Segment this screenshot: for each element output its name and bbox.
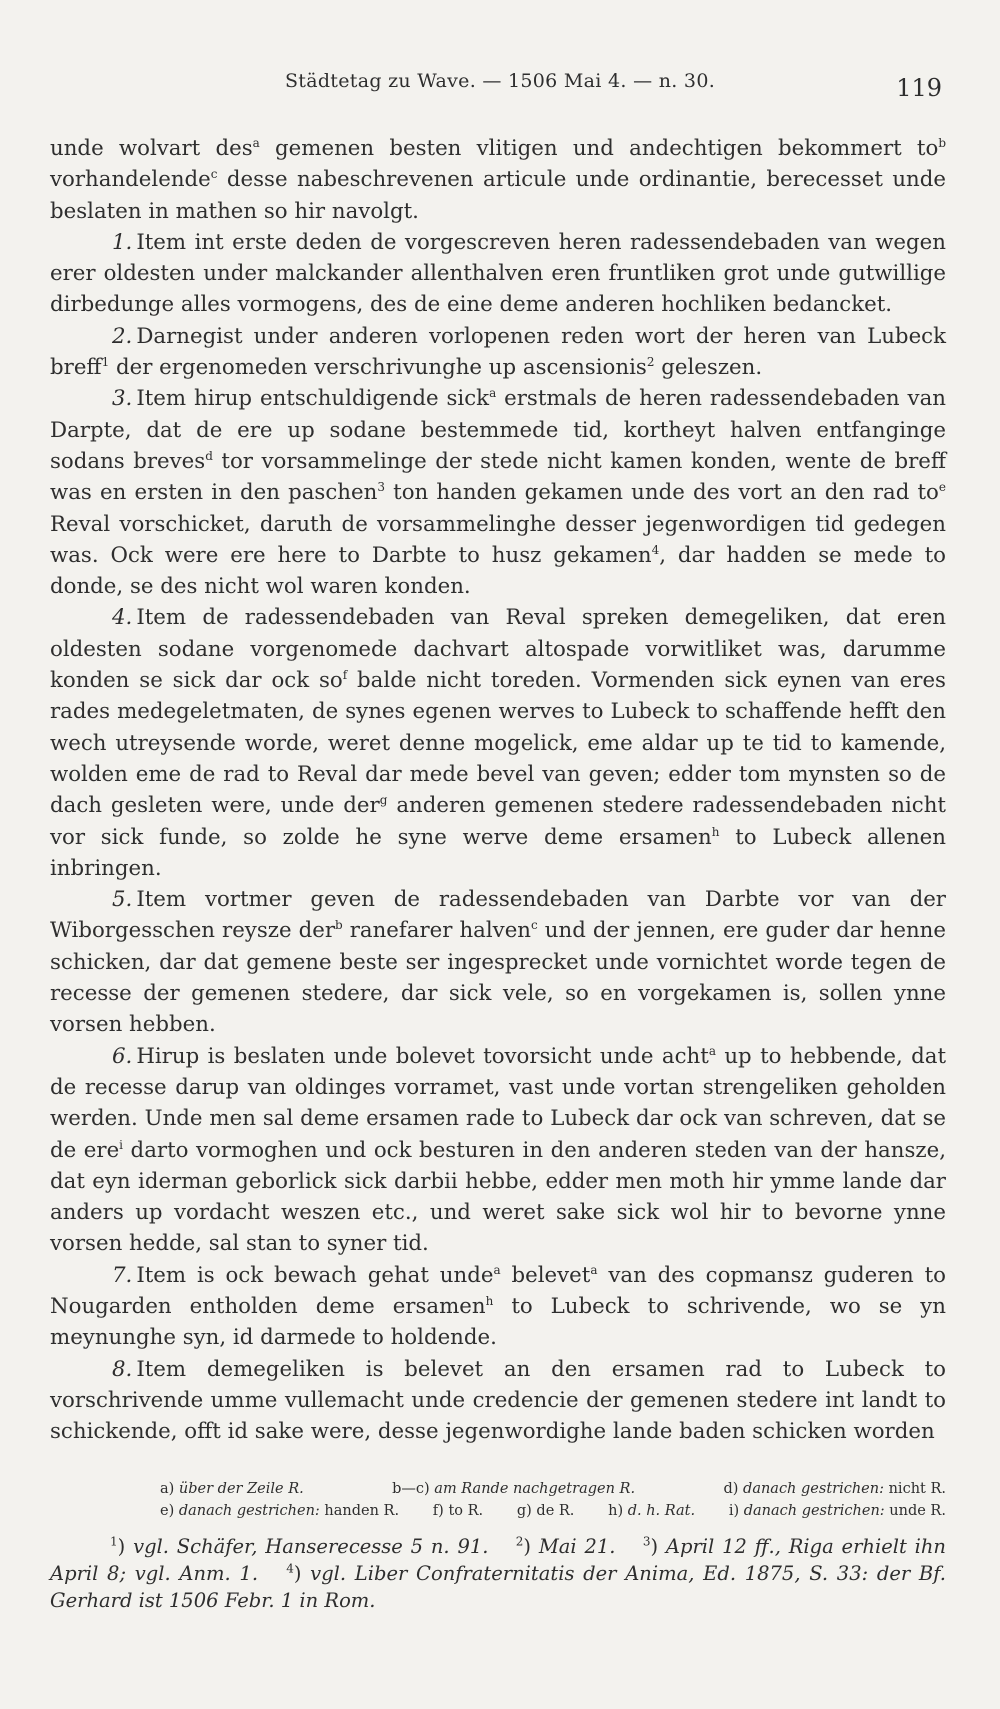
text-run: tor vorsammelinge der stede nicht kamen konden, wente de breff was en ersten in den paschen bbox=[50, 448, 946, 506]
text-run: Darnegist under anderen vorlopenen reden wort der heren van Lubeck breff bbox=[50, 323, 946, 381]
article-number: 8. bbox=[112, 1356, 133, 1382]
apparatus-siglum: i) bbox=[728, 1503, 744, 1519]
apparatus-siglum: h) bbox=[608, 1503, 628, 1519]
footnote-number: 2 bbox=[515, 1534, 524, 1549]
article-paragraph bbox=[50, 602, 946, 884]
note-marker: 3 bbox=[377, 480, 385, 495]
note-marker: b bbox=[335, 918, 343, 933]
article-number: 3. bbox=[112, 386, 133, 412]
article-paragraph bbox=[50, 1041, 946, 1260]
article-paragraph bbox=[50, 884, 946, 1040]
footnote-text: vgl. Schäfer, Hanserecesse 5 n. 91. bbox=[133, 1535, 489, 1558]
text-run: ton handen gekamen unde des vort an den rad to bbox=[384, 480, 939, 506]
note-marker: 4 bbox=[651, 542, 660, 557]
footnote-paren: ) bbox=[293, 1562, 311, 1585]
main-text bbox=[50, 133, 946, 1447]
note-marker: a bbox=[252, 135, 260, 150]
note-marker: a bbox=[493, 1262, 501, 1277]
text-run: erstmals de heren radessendebaden van Darpte, dat de ere up sodane bestemmede tid, kortheyt halven entfanginge sodans breves bbox=[50, 386, 946, 474]
text-run: Item hirup entschuldigende sick bbox=[136, 386, 490, 412]
text-run: ranefarer halven bbox=[342, 918, 532, 944]
footnote-text: vgl. Liber Confraternitatis der Anima, Ed. 1875, S. 33: der Bf. Gerhard ist 1506 Febr. 1 in Rom. bbox=[50, 1562, 946, 1612]
apparatus-note: über der Zeile R. bbox=[178, 1481, 304, 1497]
apparatus-reading: handen R. bbox=[319, 1503, 400, 1519]
apparatus-entry bbox=[608, 1500, 695, 1522]
note-marker: d bbox=[205, 448, 213, 463]
text-run: van des copmansz guderen to Nougarden entholden deme ersamen bbox=[50, 1262, 946, 1319]
apparatus-note: am Rande nachgetragen R. bbox=[434, 1481, 636, 1497]
note-marker: h bbox=[485, 1293, 494, 1308]
footnote-paren: ) bbox=[650, 1535, 666, 1558]
text-run: Item de radessendebaden van Reval spreken demegeliken, dat eren oldesten sodane vorgenomede dachvart altospade vorwitliket was, darumme konden se sick dar ock so bbox=[50, 605, 946, 694]
text-run: Reval vorschicket, daruth de vorsammelinghe desser jegenwordigen tid gedegen was. Ock were ere here to Darbte to husz gekamen bbox=[50, 511, 946, 568]
article-number: 2. bbox=[112, 323, 133, 349]
text-run: Item is ock bewach gehat unde bbox=[136, 1262, 494, 1288]
text-run: geleszen. bbox=[654, 355, 763, 381]
note-marker: a bbox=[708, 1043, 716, 1058]
text-run: und der jennen, ere guder dar henne schicken, dar dat gemene beste ser ingesprecket unde vornichtet worde tegen de recesse der gemenen stedere, dar sick vele, so en vorgekamen is, sollen ynne vorsen hebben. bbox=[50, 918, 947, 1038]
text-run: der ergenomeden verschrivunghe up ascensionis bbox=[109, 355, 647, 381]
footnote-paren: ) bbox=[523, 1535, 539, 1558]
footnote-block bbox=[50, 1533, 946, 1614]
apparatus-note: d. h. Rat. bbox=[627, 1503, 696, 1519]
note-marker: h bbox=[711, 824, 720, 839]
footnote-number: 1 bbox=[110, 1534, 118, 1549]
article-number: 4. bbox=[112, 605, 133, 631]
footnote-text: April 12 ff., Riga erhielt ihn April 8; vgl. Anm. 1. bbox=[50, 1535, 946, 1585]
footnote-number: 3 bbox=[642, 1534, 651, 1549]
text-run: , dar hadden se mede to donde, se des nicht wol waren konden. bbox=[50, 542, 946, 600]
apparatus-reading: de R. bbox=[536, 1503, 575, 1519]
note-marker: c bbox=[210, 167, 218, 182]
apparatus-siglum: a) bbox=[160, 1481, 179, 1497]
text-run: unde wolvart des bbox=[50, 136, 253, 161]
apparatus-row bbox=[160, 1478, 946, 1500]
apparatus-note: danach gestrichen: bbox=[743, 1503, 885, 1519]
apparatus-note: danach gestrichen: bbox=[178, 1503, 320, 1519]
article-paragraph bbox=[50, 227, 946, 321]
article-number: 7. bbox=[112, 1262, 133, 1288]
text-run: vorhandelende bbox=[50, 167, 211, 193]
article-paragraph bbox=[50, 383, 946, 602]
apparatus-reading: to R. bbox=[448, 1503, 484, 1519]
apparatus-siglum: f) bbox=[432, 1503, 449, 1519]
text-run: to Lubeck allenen inbringen. bbox=[50, 824, 947, 881]
apparatus-entry bbox=[729, 1500, 946, 1522]
page-number: 119 bbox=[896, 74, 942, 102]
article-paragraph bbox=[50, 1260, 946, 1354]
running-head: Städtetag zu Wave. — 1506 Mai 4. — n. 30. bbox=[284, 70, 716, 92]
note-marker: g bbox=[379, 793, 388, 808]
note-marker: c bbox=[531, 918, 538, 933]
article-number: 5. bbox=[112, 887, 133, 913]
apparatus-entry bbox=[517, 1500, 575, 1522]
note-marker: a bbox=[489, 386, 497, 401]
text-run: desse nabeschrevenen articule unde ordinantie, berecesset unde beslaten in mathen so hir navolgt. bbox=[50, 167, 946, 224]
text-run: Hirup is beslaten unde bolevet tovorsicht unde acht bbox=[136, 1043, 709, 1069]
article-number: 1. bbox=[112, 229, 133, 255]
critical-apparatus bbox=[160, 1478, 946, 1522]
text-run: darto vormoghen und ock besturen in den anderen steden van der hansze, dat eyn iderman geborlick sick darbii hebbe, edder men moth hir ymme lande dar anders up vordacht weszen etc., und weret sake sick wol hir to bevorne ynne vorsen hedde, sal stan to syner tid. bbox=[50, 1137, 946, 1257]
apparatus-note: danach gestrichen: bbox=[743, 1481, 884, 1497]
note-marker: 2 bbox=[646, 354, 655, 369]
text-run: Item demegeliken is belevet an den ersamen rad to Lubeck to vorschrivende umme vullemacht unde credencie der gemenen stedere int landt to schickende, offt id sake were, desse jegenwordighe lande baden schicken worden bbox=[50, 1356, 946, 1445]
note-marker: i bbox=[119, 1137, 124, 1152]
apparatus-entry bbox=[723, 1478, 946, 1500]
apparatus-entry bbox=[160, 1500, 399, 1522]
text-run: up to hebbende, dat de recesse darup van oldinges vorramet, vast unde vortan strengeliken geholden werden. Unde men sal deme ersamen rade to Lubeck dar ock van schreven, dat se de ere bbox=[50, 1043, 946, 1163]
article-paragraph bbox=[50, 1354, 946, 1448]
footnote-number: 4 bbox=[286, 1561, 294, 1576]
text-run: anderen gemenen stedere radessendebaden nicht vor sick funde, so zolde he syne werve deme ersamen bbox=[50, 793, 946, 850]
footnote-text: Mai 21. bbox=[538, 1535, 616, 1558]
note-marker: b bbox=[938, 135, 946, 150]
note-marker: a bbox=[590, 1262, 598, 1277]
apparatus-siglum: e) bbox=[160, 1503, 179, 1519]
text-run: gemenen besten vlitigen und andechtigen bekommert to bbox=[259, 136, 939, 161]
text-run: to Lubeck to schrivende, wo se yn meynunghe syn, id darmede to holdende. bbox=[50, 1293, 946, 1351]
note-marker: f bbox=[342, 667, 348, 682]
apparatus-reading: nicht R. bbox=[883, 1481, 946, 1497]
footnotes bbox=[50, 1533, 946, 1614]
text-run: belevet bbox=[500, 1262, 591, 1288]
note-marker: 1 bbox=[101, 354, 110, 369]
apparatus-siglum: d) bbox=[723, 1481, 744, 1497]
article-number: 6. bbox=[112, 1043, 133, 1069]
note-marker: e bbox=[938, 480, 946, 495]
article-paragraph bbox=[50, 321, 946, 384]
apparatus-entry bbox=[433, 1500, 483, 1522]
footnote-paren: ) bbox=[117, 1535, 134, 1558]
text-run: Item vortmer geven de radessendebaden van Darbte vor van der Wiborgesschen reysze der bbox=[50, 887, 946, 944]
text-run: balde nicht toreden. Vormenden sick eynen van eres rades medegeletmaten, de synes egenen werves to Lubeck to schaffende hefft den wech utreysende worde, weret denne mogelick, eme aldar up te tid to kamende, wolden eme de rad to Reval dar mede bevel van geven; edder tom mynsten so de dach gesleten were, unde der bbox=[50, 668, 946, 819]
apparatus-siglum: g) bbox=[516, 1503, 537, 1519]
text-run: Item int erste deden de vorgescreven heren radessendebaden van wegen erer oldesten under malckander allenthalven eren fruntliken grot unde gutwillige dirbedunge alles vormogens, des de eine deme anderen hochliken bedancket. bbox=[50, 229, 946, 318]
apparatus-entry bbox=[160, 1478, 304, 1500]
apparatus-reading: unde R. bbox=[884, 1503, 946, 1519]
apparatus-siglum: b—c) bbox=[392, 1481, 435, 1497]
apparatus-entry bbox=[392, 1478, 635, 1500]
apparatus-row bbox=[160, 1500, 946, 1522]
intro-paragraph bbox=[50, 133, 946, 227]
